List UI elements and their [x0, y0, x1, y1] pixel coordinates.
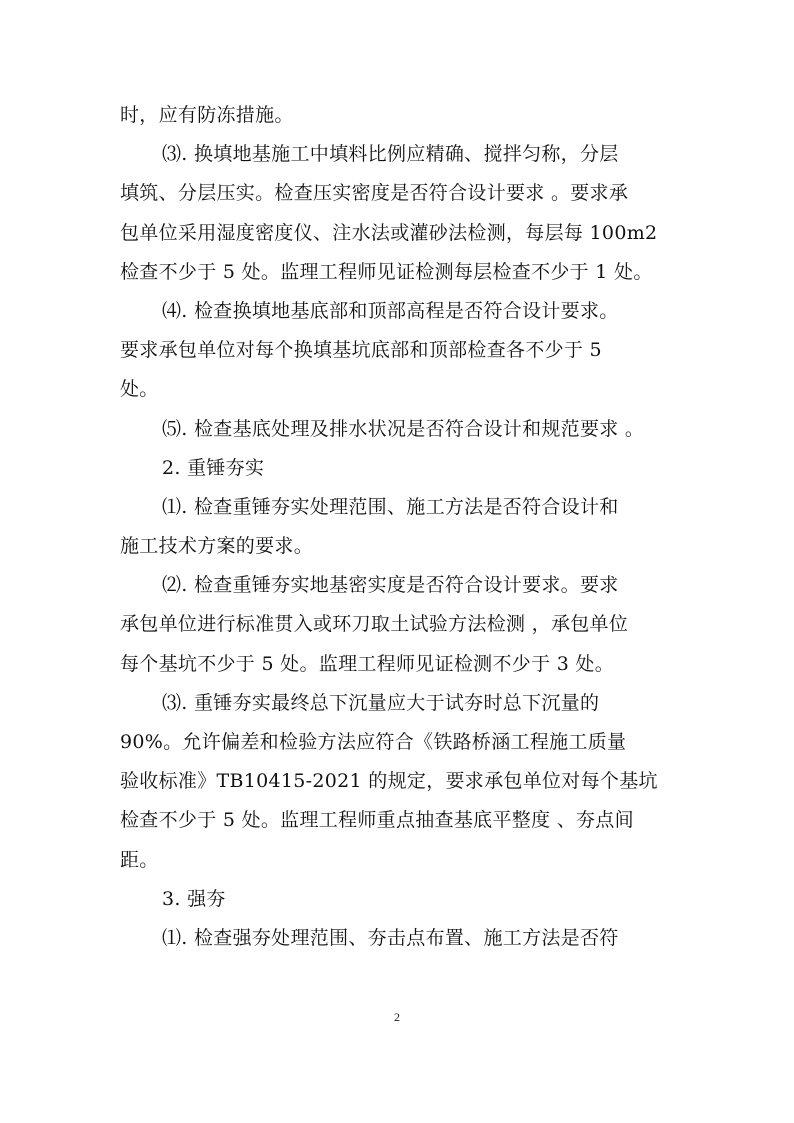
paragraph-line: 时，应有防冻措施。	[120, 104, 294, 126]
paragraph-line: 每个基坑不少于 5 处。监理工程师见证检测不少于 3 处。	[120, 652, 615, 675]
document-body	[120, 96, 680, 958]
page-number: 2	[394, 1010, 400, 1024]
paragraph-line: 处。	[120, 378, 159, 401]
paragraph-line: 承包单位进行标准贯入或环刀取土试验方法检测 ，承包单位	[120, 613, 629, 636]
paragraph-line: 检查不少于 5 处。监理工程师重点抽查基底平整度 、夯点间	[120, 809, 634, 832]
paragraph-line: ⑸. 检查基底处理及排水状况是否符合设计和规范要求 。	[162, 417, 645, 440]
paragraph-line: 要求承包单位对每个换填基坑底部和顶部检查各不少于 5	[120, 339, 602, 362]
section-heading: 3. 强夯	[162, 887, 226, 910]
paragraph-line: 距。	[120, 848, 159, 871]
section-heading: 2. 重锤夯实	[162, 456, 265, 479]
paragraph-line: ⑶. 重锤夯实最终总下沉量应大于试夯时总下沉量的	[162, 691, 600, 714]
paragraph-line: ⑶. 换填地基施工中填料比例应精确、搅拌匀称，分层	[162, 143, 619, 166]
paragraph-line: ⑴. 检查重锤夯实处理范围、施工方法是否符合设计和	[162, 495, 619, 518]
paragraph-line: 包单位采用湿度密度仪、注水法或灌砂法检测，每层每 100m2	[120, 221, 658, 244]
paragraph-line: 检查不少于 5 处。监理工程师见证检测每层检查不少于 1 处。	[120, 260, 653, 283]
paragraph-line: 90%。允许偏差和检验方法应符合《铁路桥涵工程施工质量	[120, 731, 627, 753]
paragraph-line: 填筑、分层压实。检查压实密度是否符合设计要求 。要求承	[120, 182, 629, 205]
paragraph-line: ⑷. 检查换填地基底部和顶部高程是否符合设计要求。	[162, 299, 619, 322]
paragraph-line: ⑵. 检查重锤夯实地基密实度是否符合设计要求。要求	[162, 574, 619, 597]
paragraph-line: ⑴. 检查强夯处理范围、夯击点布置、施工方法是否符	[162, 926, 619, 949]
paragraph-line: 施工技术方案的要求。	[120, 535, 314, 558]
paragraph-line: 验收标准》TB10415-2021 的规定，要求承包单位对每个基坑	[120, 770, 658, 793]
